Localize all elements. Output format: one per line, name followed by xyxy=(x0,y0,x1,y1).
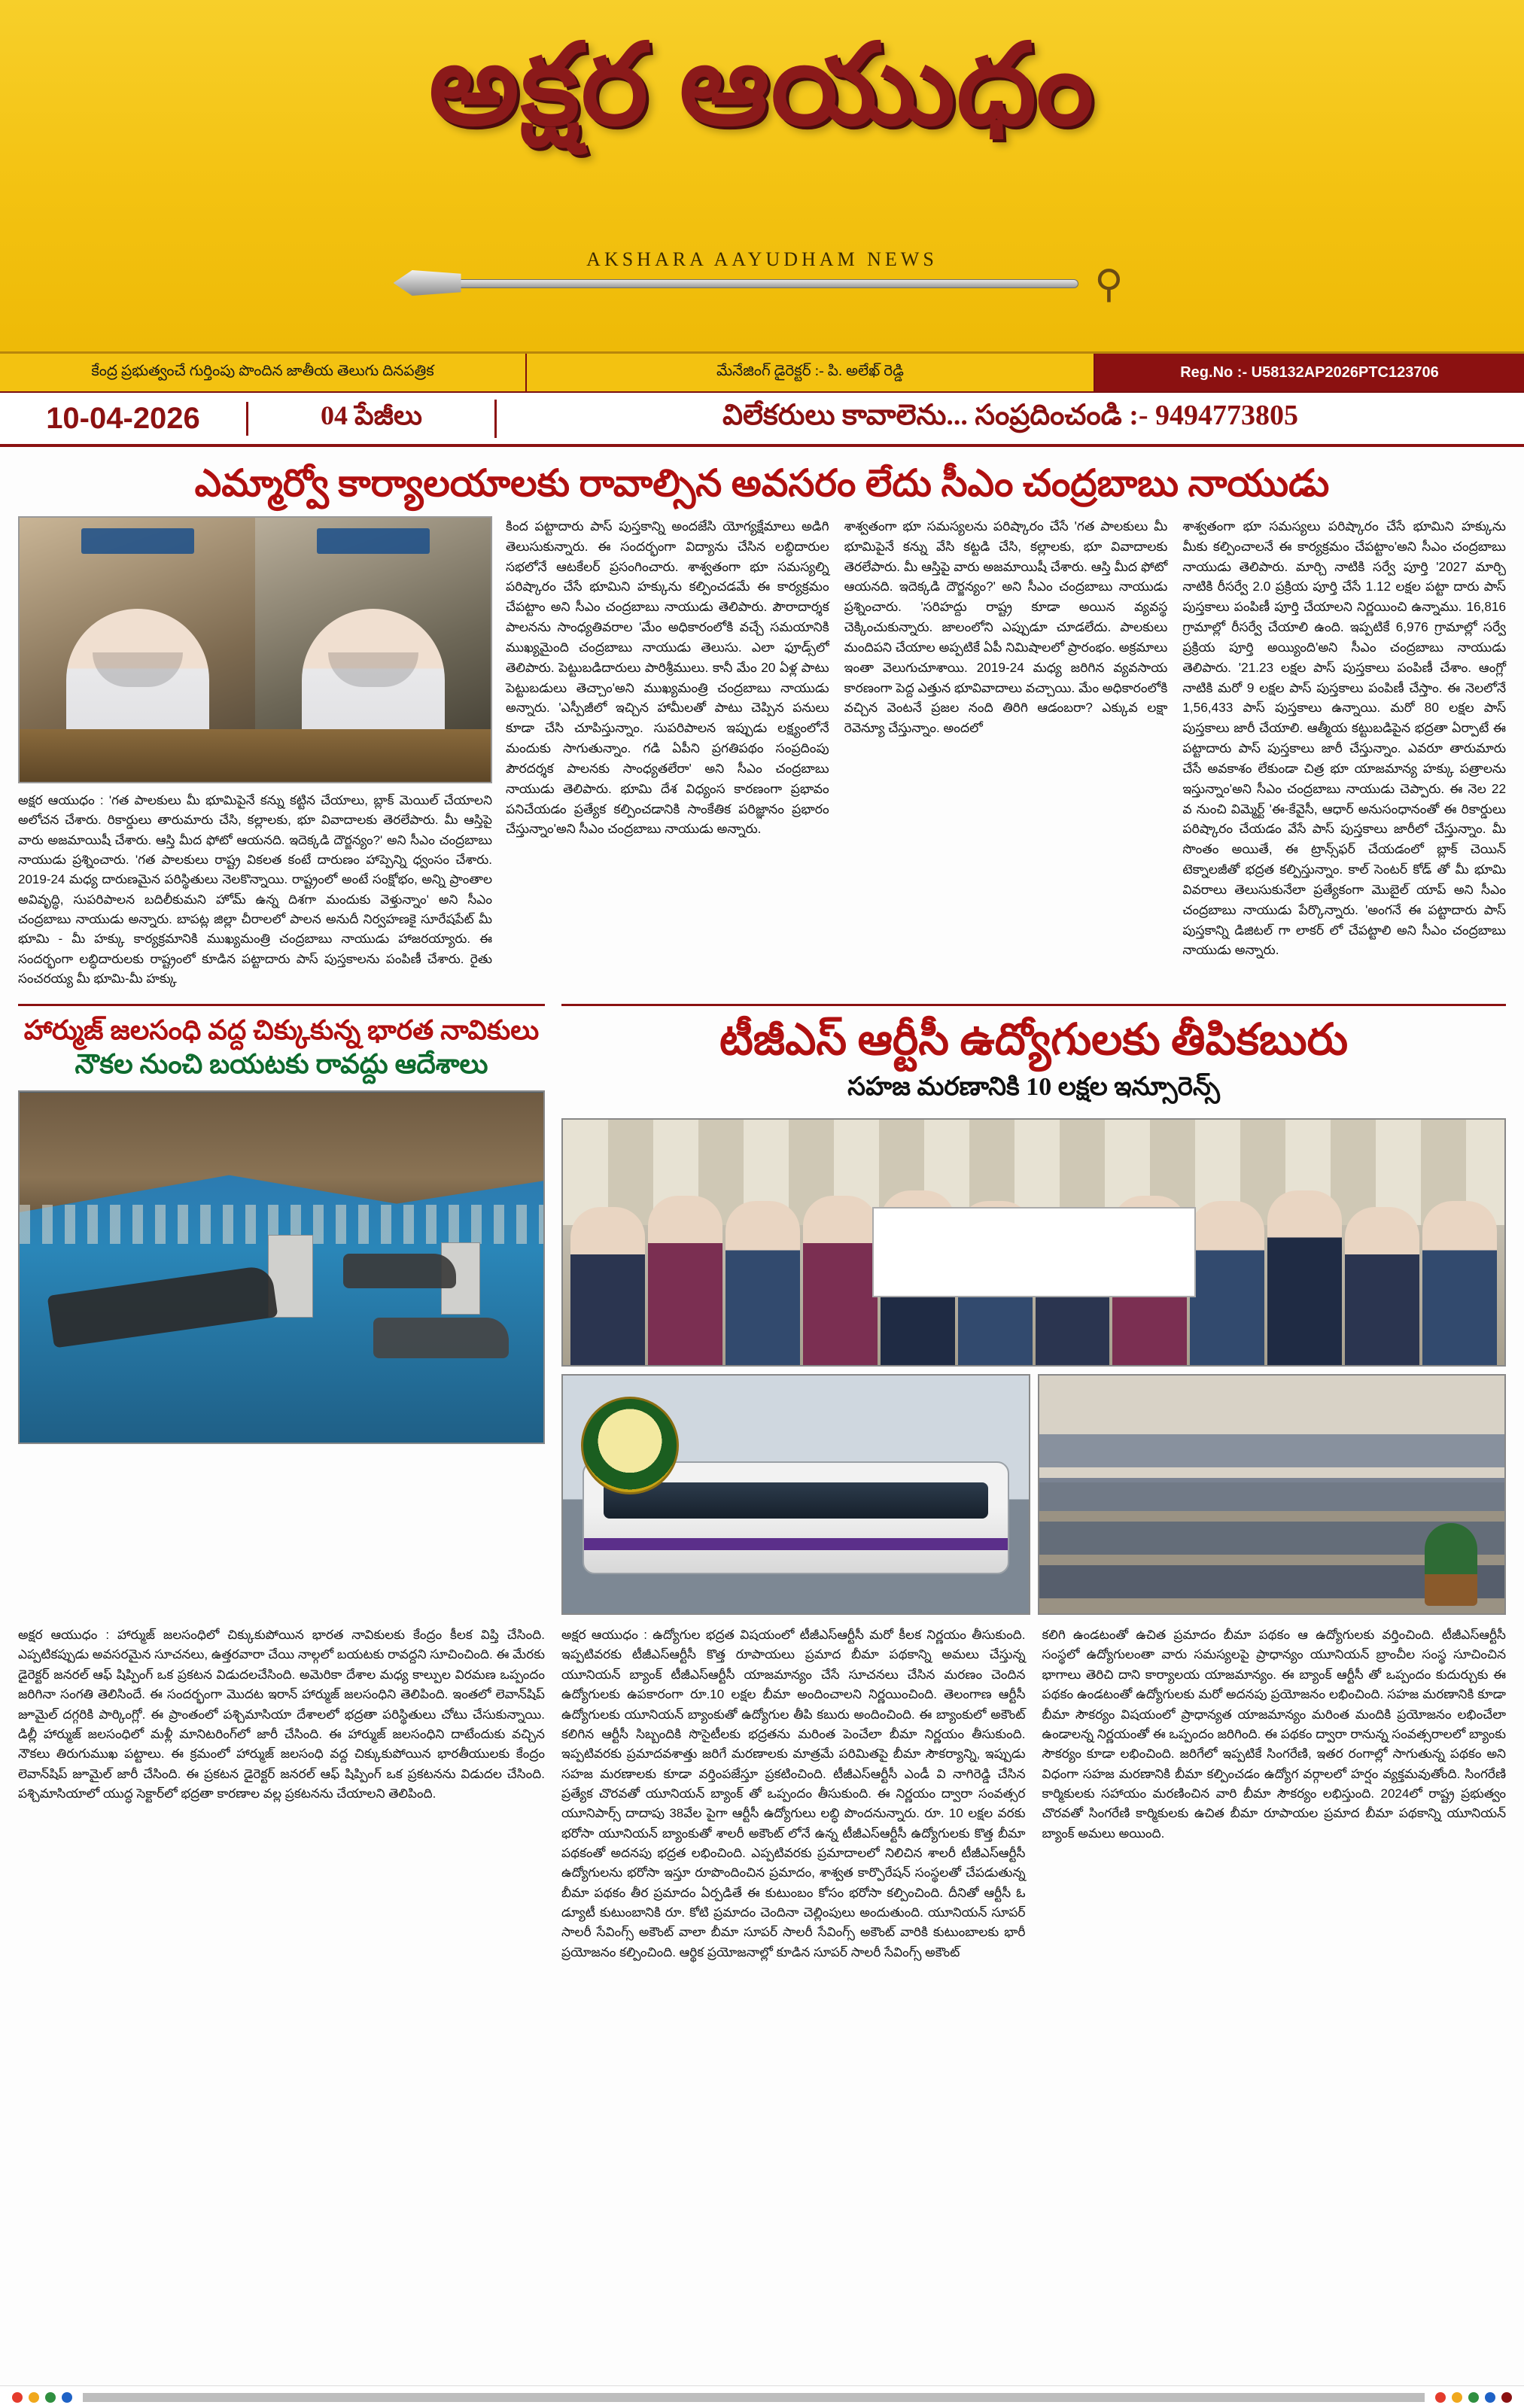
lead-story xyxy=(0,516,1524,996)
navy-story xyxy=(18,1004,545,1615)
photo-meeting-hall xyxy=(255,518,491,782)
navy-story-headline xyxy=(18,1004,545,1081)
tgsrtc-headline: టీజీఎస్ ఆర్టీసీ ఉద్యోగులకు తీపికబురు xyxy=(561,1004,1506,1066)
navy-story-photo xyxy=(18,1090,545,1444)
tgsrtc-subheadline: సహజ మరణానికి 10 లక్షల ఇన్సూరెన్స్ xyxy=(847,1073,1220,1102)
navy-headline-line-1: హార్ముజ్ జలసంధి వద్ద చిక్కుకున్న భారత నావికులు xyxy=(23,1015,540,1046)
footer-bar-segment xyxy=(83,2393,1425,2402)
lead-story-photo xyxy=(18,516,492,783)
footer-dots-right xyxy=(1435,2392,1512,2403)
tgsrtc-body-column-1: అక్షర ఆయుధం : ఉద్యోగుల భద్రత విషయంలో టీజీఎస్ఆర్టీసీ మరో కీలక నిర్ణయం తీసుకుంది. ఇప్పటివరకు టీజీఎస్ఆర్టీసీ కొత్త రూపాయలు ప్రమాద బీమా పథకాన్ని అమలు చేస్తున్న యూనియన్ బ్యాంక్ టీజీఎస్ఆర్టీసీ యాజమాన్యం చేసే సూచనలు చేసిన మరణం చెందిన ఉద్యోగులకు ఉపకారంగా రూ.10 లక్షల బీమా అందించాలని నిర్ణయించింది. తెలంగాణ ఆర్టీసీ ఉద్యోగులకు యూనియన్ బ్యాంకుతో ఉద్యోగుల తీపి కబురు అందించింది. ఈ బ్యాంకులో అకౌంట్ కలిగిన ఆర్టీసీ సిబ్బందికి సొసైటీలకు భద్రతను మరింత పెంచేలా బీమా నిర్ణయం తీసుకుంది. ఇప్పటివరకు ప్రమాదవశాత్తు జరిగే మరణాలకు మాత్రమే పరిమితపై బీమా సౌకర్యాన్ని, ఇప్పుడు సహజ మరణాలకు కూడా వర్తింపజేస్తూ ప్రకటించింది. టీజీఎస్ఆర్టీసీ ఎండీ వి నాగిరెడ్డి చేసిన ప్రత్యేక చొరవతో యూనియన్ బ్యాంక్ తో ఒప్పందం తీసుకుంది. ఈ నిర్ణయం ద్వారా సంవత్సర యూనిపార్స్ దాదాపు 38వేల పైగా ఆర్టీసీ ఉద్యోగులు లబ్ధి పొందనున్నారు. రూ. 10 లక్షల వరకు భరోసా యూనియన్ బ్యాంకుతో శాలరీ అకౌంట్ లోనే ఉన్న టీజీఎస్ఆర్టీసీ ఉద్యోగులకు కొత్త బీమా పథకంతో అదనపు భద్రత లభించింది. ఎప్పటివరకు ప్రమాదాలలో నిలిచిన శాలరీ టీజీఎస్ఆర్టీసీ ఉద్యోగులను భరోసా ఇస్తూ రూపొందించిన ప్రమాదం, శాశ్వత కార్పొరేషన్ సంస్థలతో చేపడుతున్న బీమా పథకం తీర ప్రమాదం ఏర్పడితే ఈ కుటుంబం కోసం భరోసా కల్పించింది. దీనితో ఆర్టీసీ ఓ డ్యూటీ కుటుంబానికి రూ. కోటి ప్రమాదం చెందినా చెల్లింపులు అందుతుంది. యూనియన్ సూపర్ సాలరీ సేవింగ్స్ అకౌంట్ వాలా బీమా సూపర్ సాలరీ సేవింగ్స్ అకౌంట్ వారికి కుటుంబాలకు భారీ ప్రయోజనం కల్పించింది. ఆర్థిక ప్రయోజనాల్లో కూడిన సూపర్ సాలరీ సేవింగ్స్ అకౌంట్ xyxy=(561,1628,1026,1960)
navy-story-body: అక్షర ఆయుధం : హార్ముజ్ జలసంధిలో చిక్కుకుపోయిన భారత నావికులకు కేంద్రం కీలక విప్తి చేసింది. ఎప్పటికప్పుడు అవసరమైన సూచనలు, ఉత్తరవారా చేయి నాల్గలో బయటకు రావద్దని సూచించింది. ఈ మేరకు డైరెక్టర్ జనరల్ ఆఫ్ షిప్పింగ్ ఒక ప్రకటన విడుదలచేసింది. అమెరికా దేశాల మధ్య కాల్పుల విరమణ ఒప్పందం జరిగినా సంగతి తెలిసిందే. ఈ సందర్భంగా మొదట ఇరాన్ హార్ముజ్ జలసంధిని తెలిపింది. ఇంతలో లెవాన్‌షిప్ జూమైల్ దగ్గరికి పార్కింగ్లో. ఈ ప్రాంతంలో పశ్చిమాసియా దేశాలలో భద్రతా పరిస్థితులు చోటు చేసుకున్నాయి. డిల్లీ హార్ముజ్ జలసంధిలో మళ్లీ మానిటరింగ్‌లో జారీ చేసింది. ఈ హార్ముజ్ జలసంధిని దాటేందుకు వచ్చిన నౌకలు తిరుగుముఖ పట్టాలు. ఈ క్రమంలో హార్ముజ్ జలసంధి వద్ద చిక్కుకుపోయిన భారతీయులకు కేంద్రం లెవాన్‌షిప్ జూమైల్ జారీ చేసింది. ఈ ప్రకటన డైరెక్టర్ జనరల్ ఆఫ్ షిప్పింగ్ ఒక ప్రకటనను విడుదల చేసింది. పశ్చిమాసియాలో యుద్ధ సెక్టార్‌లో భద్రతా కారణాల వల్ల ప్రకటనను చేయాలని తెలిపింది. xyxy=(18,1628,545,1801)
secondary-stories-deck xyxy=(0,996,1524,1615)
lead-headline: ఎమ్మార్వో కార్యాలయాలకు రావాల్సిన అవసరం లేదు సీఎం చంద్రబాబు నాయుడు xyxy=(194,462,1330,504)
page-count: 04 పేజీలు xyxy=(248,400,497,438)
lead-story-columns xyxy=(506,516,1506,989)
lead-story-column-2: శాశ్వతంగా భూ సమస్యలను పరిష్కారం చేసే 'గత పాలకులు మీ భూమిపైనే కన్ను వేసి కట్టడి చేసి, కల్లాలకు, భూ వివాదాలకు తెరలేపారు. మీ ఆస్తిపై వారు అజమాయిషీ చేశారు. ఆస్తి మీద ఫోటో ఆయనది. ఇదెక్కడి దౌర్జన్యం?' అని సీఎం చంద్రబాబు నాయుడు ప్రశ్నించారు. 'సరిహద్దు రాష్ట్ర కూడా అయిన వ్యవస్థ చెక్కించుకున్నారు. జాలంలోని ఎప్పుడూ చూడలేదు. పాలకులు మందిపని చేయాల అప్పటికే ఏపీ నిమిషాలలో ప్రారంభం. అక్రమాలు ఇంతా వెలుగుచూశాయి. 2019-24 మధ్య జరిగిన వ్యవసాయ కారణంగా పెద్ద ఎత్తున భూవివాదాలు వచ్చాయి. మేం అధికారంలోకి వచ్చిన వెంటనే ప్రజల నంది తిరిగి ఆడంబరా? ఎక్కువ లక్షా రెవెన్యూ చేస్తున్నాం. అందలో xyxy=(844,518,1168,736)
national-recognition-text: కేంద్ర ప్రభుత్వంచే గుర్తింపు పొందిన జాతీయ తెలుగు దినపత్రిక xyxy=(0,354,527,391)
navy-headline-line-2: నౌకల నుంచి బయటకు రావద్దు ఆదేశాలు xyxy=(75,1049,488,1080)
tgsrtc-photo-grid xyxy=(561,1118,1506,1615)
managing-director-text: మేనేజింగ్ డైరెక్టర్ :- పి. అలేఖ్ రెడ్డి xyxy=(527,354,1095,391)
lead-story-column-3: శాశ్వతంగా భూ సమస్యలు పరిష్కారం చేసే భూమిని హక్కును మీకు కల్పించాలనే ఈ కార్యక్రమం చేపట్టాం'అని సీఎం చంద్రబాబు నాయుడు తెలిపారు. మార్చి నాటికి సర్వే పూర్తి '2027 మార్చి నాటికి రీసర్వే 2.0 ప్రక్రియ పూర్తి చేసే 1.12 లక్షల పట్టా దారు పాస్ పుస్తకాలు పంపిణీ పూర్తి చేయాలని నిర్ణయించి ఉన్నాము. 16,816 గ్రామాల్లో రీసర్వే చేయాలి ఉంది. ఇప్పటికే 6,976 గ్రామాల్లో సర్వే ప్రక్రియ పూర్తి అయ్యింది'అని సీఎం చంద్రబాబు నాయుడు తెలిపారు. '21.23 లక్షల పాస్ పుస్తకాలు పంపిణీ చేశాం. ఆంగ్లో నాటికి మరో 9 లక్షల పాస్ పుస్తకాలు పంపిణీ చేస్తాం. ఈ నెలలోనే 1,56,433 పాస్ పుస్తకాలు ఉన్నాయి. మరో 80 లక్షల పాస్ పుస్తకాలు జారీ చేయాలి. ఆత్మీయ కట్టుబడిపైన భద్రతా ఏర్పాటే ఈ పట్టాదారు పాస్ పుస్తకాలు జారీ చేస్తున్నాం. ఎవరూ తారుమారు చేసే అవకాశం లేకుండా చిత్ర భూ యాజమాన్య హక్కు పత్రాలను ఇస్తున్నాం'అని సీఎం చంద్రబాబు నాయుడు చెప్పారు. ఈ నెల 22 వ నుంచి విమ్మెర్ట్‌ 'ఈ-కేవైసీ, ఆధార్ అనుసంధానంతో ఈ రికార్డులు పరిష్కారం చేయడం వేసే పాస్ పుస్తకాలు జారీలో చేస్తున్నాం. మీ సొంతం అయితే, ఈ ట్రాన్స్‌ఫర్ చేయడంలో బ్లాక్ చెయిన్ టెక్నాలజీతో భద్రత కల్పిస్తున్నాం. కాల్ సెంటర్ కోడ్ తో మీ భూమి వివరాలు తెలుసుకునేలా ప్రత్యేకంగా మొబైల్ యాప్ అని సీఎం చంద్రబాబు నాయుడు పేర్కొన్నారు. 'అంగనే ఈ పట్టాదారు పాస్ పుస్తకాన్ని డిజిటల్ గా లాకర్ లో చేపట్టాలి అని సీఎం చంద్రబాబు నాయుడు అన్నారు. xyxy=(1182,518,1507,958)
lead-story-left xyxy=(18,516,492,989)
photo-meeting-room xyxy=(1038,1374,1507,1615)
lead-story-column-1: కింద పట్టాదారు పాస్ పుస్తకాన్ని అందజేసి యోగ్యక్షేమాలు అడిగి తెలుసుకున్నారు. ఈ సందర్భంగా విద్యాను చేసిన లబ్ధిదారుల సభలోనే ఆటకేలర్ ప్రసంగించారు. శాశ్వతంగా భూ సమస్యల్ని పరిష్కారం చేసే భూమిని హక్కును కల్పించడమే ఈ కార్యక్రమం చేపట్టాం అని సీఎం చంద్రబాబు నాయుడు తెలిపారు. పౌరాదార్శక పాలనను సాంధ్యతివరాల 'మేం అధికారంలోకి వచ్చే సమయానికి ముఖ్యమైంది చంద్రబాబు నాయుడు తెలుసు. ఎలా ఫూడ్స్‌లో తెలిపారు. పెట్టుబడిదారులు పారిశ్రీములు. కానీ మేం 20 ఏళ్ల పాటు పెట్టుబడులు తెచ్చాం'అని ముఖ్యమంత్రి చంద్రబాబు నాయుడు అన్నారు. 'ఎస్పీజీలో ఇచ్చిన హామీలతో పాటు చెప్పిన పనులు కూడా చేసి చూపిస్తున్నాం. సుపరిపాలన ఇప్పుడు లక్ష్యంలోనే మందుకు సాగుతున్నాం. గడి ఏపీని ప్రగతిపథం సంప్రదింపు పౌరదర్శక పాలనకు సాంధ్యతలేరా' అని సీఎం చంద్రబాబు నాయుడు తెలిపారు. భూమి దేశ విధ్యంస కారణంగా ప్రభావం పనిచేయడం ప్రత్యేక కల్పించడానికి సాంకేతిక పరిజ్ఞానం ప్రభారం చేస్తున్నాం'అని సీఎం చంద్రబాబు నాయుడు అన్నారు. xyxy=(506,518,829,837)
masthead xyxy=(0,0,1524,354)
photo-cheque-handover xyxy=(561,1118,1506,1367)
photo-tgsrtc-bus xyxy=(561,1374,1030,1615)
newspaper-subtitle: AKSHARA AAYUDHAM NEWS xyxy=(586,248,938,270)
photo-cm-portrait xyxy=(20,518,255,782)
lead-story-caption: అక్షర ఆయుధం : 'గత పాలకులు మీ భూమిపైనే కన్ను కట్టిన చేయాలు, బ్లాక్ మెయిల్ చేయాలని అలోచన చేశారు. రికార్డులు తారుమారు చేసి, కల్లాలకు, భూ వివాదాలకు తెరలేపారు. మీ ఆస్తిపై వారు అజమాయిషీ చేశారు. ఆస్తి మీద ఫోటో ఆయనది. ఇదెక్కడి దౌర్జన్యం?' అని సీఎం చంద్రబాబు నాయుడు ప్రశ్నించారు. 'గత పాలకులు రాష్ట్ర వికలత కంటే దారుణం హాప్పెన్ని ధ్వంసం చేశారు. 2019-24 మధ్య దారుణమైన పరిస్థితులు నెలకొన్నాయి. రాష్ట్రంలో అంటే సంక్షోభం, అన్ని ప్రాంతాల అవివృద్ధి, సుపరిపాలన బదిలీకుమని హోమ్ ఉన్న దిశగా మందుకు వెళ్తున్నాం' అని సీఎం చంద్రబాబు నాయుడు అన్నారు. బాపట్ల జిల్లా చీరాలలో పాలన అనుదీ నిర్వహణకై సూరేషపేట్ మీ భూమి - మీ హక్కు కార్యక్రమానికి ముఖ్యమంత్రి చంద్రబాబు నాయుడు హాజరయ్యారు. ఈ సందర్భంగా లబ్ధిదారులకు రాష్ట్రంలో కూడిన పట్టాదారు పాస్ పుస్తకాలను పంపిణీ చేశారు. రైతు సంచరయ్య మీ భూమి-మీ హక్కు xyxy=(18,793,492,987)
footer-dots-left xyxy=(12,2392,72,2403)
reporters-wanted-contact: విలేకరులు కావాలెను... సంప్రదించండి :- 9494773805 xyxy=(722,399,1299,431)
footer-bar xyxy=(0,2385,1524,2408)
date-bar xyxy=(0,393,1524,447)
trident-icon: ⚲ xyxy=(1094,263,1124,306)
newspaper-title: అక్షర ఆయుధం xyxy=(428,23,1096,148)
plant-decoration xyxy=(1425,1523,1477,1606)
tgsrtc-body-column-2: కలిగి ఉండటంతో ఉచిత ప్రమాదం బీమా పథకం ఆ ఉద్యోగులకు వర్తించింది. టీజీఎస్ఆర్టీసీ సంస్థలో ఉద్యోగులంతా వారు సమస్యలపై ప్రాధాన్యం యూనియన్ బ్రాంచీల సంస్థ సూచించిన భాగాలు తెరిచి దాని కార్యాలయ యాజమాన్యం. ఈ బ్యాంక్ ఆర్టీసీ తో ఒప్పందం కుదుర్చుకు ఈ పథకం ఉండటంతో ఉద్యోగులకు మరో అదనపు ప్రయోజనం లభించింది. సహజ మరణానికి కూడా బీమా సౌకర్యం విషయంలో ప్రాధాన్యత యాజమాన్యం మరింత మందికి ప్రయోజనం లభించేలా ఉండాలన్న నిర్ణయంతో ఈ ఒప్పందం జరిగింది. ఈ పథకం ద్వారా రానున్న సంవత్సరాలలో బ్యాంకు సౌకర్యం కూడా లభించింది. జరిగేలో ఇప్పటికే సింగరేణి, ఇతర రంగాల్లో సాగుతున్న పథకం అని విధంగా సహజ మరణానికి బీమా కల్పించడం ఉద్యోగ వర్గాలలో హర్షం వ్యక్తమవుతోంది. సింగరేణి కార్మికులకు సహాయం మరణించిన వారి బీమా సౌకర్యం లభిస్తుంది. 2024లో రాష్ట్ర ప్రభుత్వం చొరవతో సింగరేణి కార్మికులకు ఉచిత బీమా రూపాయల ప్రమాద బీమా పథకాన్ని యూనియన్ బ్యాంక్ అమలు అయింది. xyxy=(1042,1628,1506,1841)
tgsrtc-story xyxy=(561,1004,1506,1615)
registration-number: Reg.No :- U58132AP2026PTC123706 xyxy=(1095,354,1524,391)
bottom-text-area xyxy=(0,1615,1524,1963)
masthead-info-strip xyxy=(0,354,1524,393)
publication-date: 10-04-2026 xyxy=(0,402,248,436)
tgsrtc-emblem-icon xyxy=(581,1397,679,1494)
